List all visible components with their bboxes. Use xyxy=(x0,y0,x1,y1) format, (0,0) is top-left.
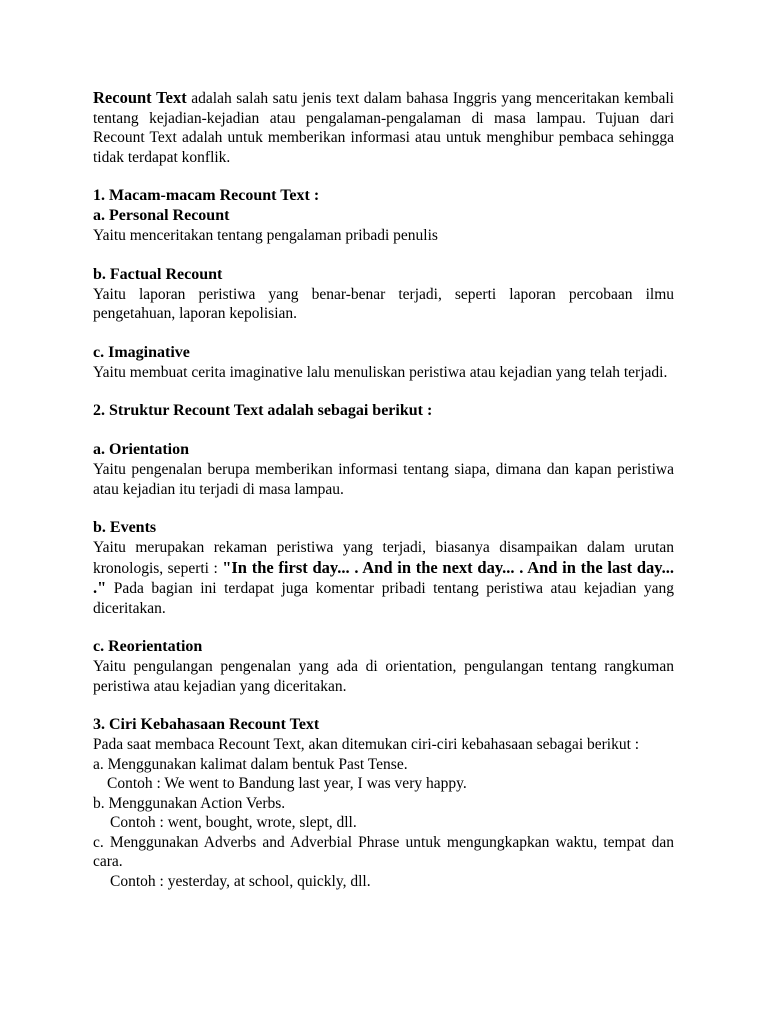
orientation-text: Yaitu pengenalan berupa memberikan informasi tentang siapa, dimana dan kapan peristiwa atau kejadian itu terjadi di masa lampau. xyxy=(93,461,674,498)
feature-a-text: a. Menggunakan kalimat dalam bentuk Past Tense. xyxy=(93,755,408,773)
feature-b-text: b. Menggunakan Action Verbs. xyxy=(93,794,286,812)
factual-recount-text: Yaitu laporan peristiwa yang benar-benar terjadi, seperti laporan percobaan ilmu pengetahuan, laporan kepolisian. xyxy=(93,285,674,322)
events-quote: "In the first day... . And in the next day... . And in the last day... ." xyxy=(93,557,674,597)
imaginative-text: Yaitu membuat cerita imaginative lalu menuliskan peristiwa atau kejadian yang telah terjadi. xyxy=(93,363,668,381)
events-heading: b. Events xyxy=(93,519,157,536)
reorientation-heading: c. Reorientation xyxy=(93,638,203,655)
personal-recount-heading: a. Personal Recount xyxy=(93,207,230,224)
section1-title: 1. Macam-macam Recount Text : xyxy=(93,187,320,204)
factual-recount-heading: b. Factual Recount xyxy=(93,265,223,283)
imaginative-heading: c. Imaginative xyxy=(93,343,190,361)
intro-text: adalah salah satu jenis text dalam bahasa Inggris yang menceritakan kembali tentang kejadian-kejadian atau pengalaman-pengalaman di masa lampau. Tujuan dari Recount Text adalah untuk memberikan informasi atau untuk menghibur pembaca sehingga tidak terdapat konflik. xyxy=(93,90,674,166)
document-body xyxy=(93,88,674,891)
events-text-before: Yaitu merupakan rekaman peristiwa yang terjadi, biasanya disampaikan dalam urutan kronologis, seperti : xyxy=(93,539,674,577)
reorientation-text: Yaitu pengulangan pengenalan yang ada di orientation, pengulangan tentang rangkuman peristiwa atau kejadian yang diceritakan. xyxy=(93,658,674,695)
intro-term: Recount Text xyxy=(93,88,187,107)
intro-paragraph xyxy=(93,88,674,167)
events-paragraph xyxy=(93,538,674,618)
feature-c-text: c. Menggunakan Adverbs and Adverbial Phrase untuk mengungkapkan waktu, tempat dan cara. xyxy=(93,833,674,870)
feature-a-example: Contoh : We went to Bandung last year, I was very happy. xyxy=(107,775,467,792)
section2-title: 2. Struktur Recount Text adalah sebagai berikut : xyxy=(93,402,433,419)
orientation-heading: a. Orientation xyxy=(93,441,189,458)
personal-recount-text: Yaitu menceritakan tentang pengalaman pribadi penulis xyxy=(93,227,438,244)
section3-title: 3. Ciri Kebahasaan Recount Text xyxy=(93,716,320,733)
feature-c-example: Contoh : yesterday, at school, quickly, dll. xyxy=(110,872,371,890)
section3-intro: Pada saat membaca Recount Text, akan ditemukan ciri-ciri kebahasaan sebagai berikut : xyxy=(93,736,640,753)
events-text-after: Pada bagian ini terdapat juga komentar pribadi tentang peristiwa atau kejadian yang diceritakan. xyxy=(93,580,674,617)
feature-b-example: Contoh : went, bought, wrote, slept, dll. xyxy=(110,814,357,831)
